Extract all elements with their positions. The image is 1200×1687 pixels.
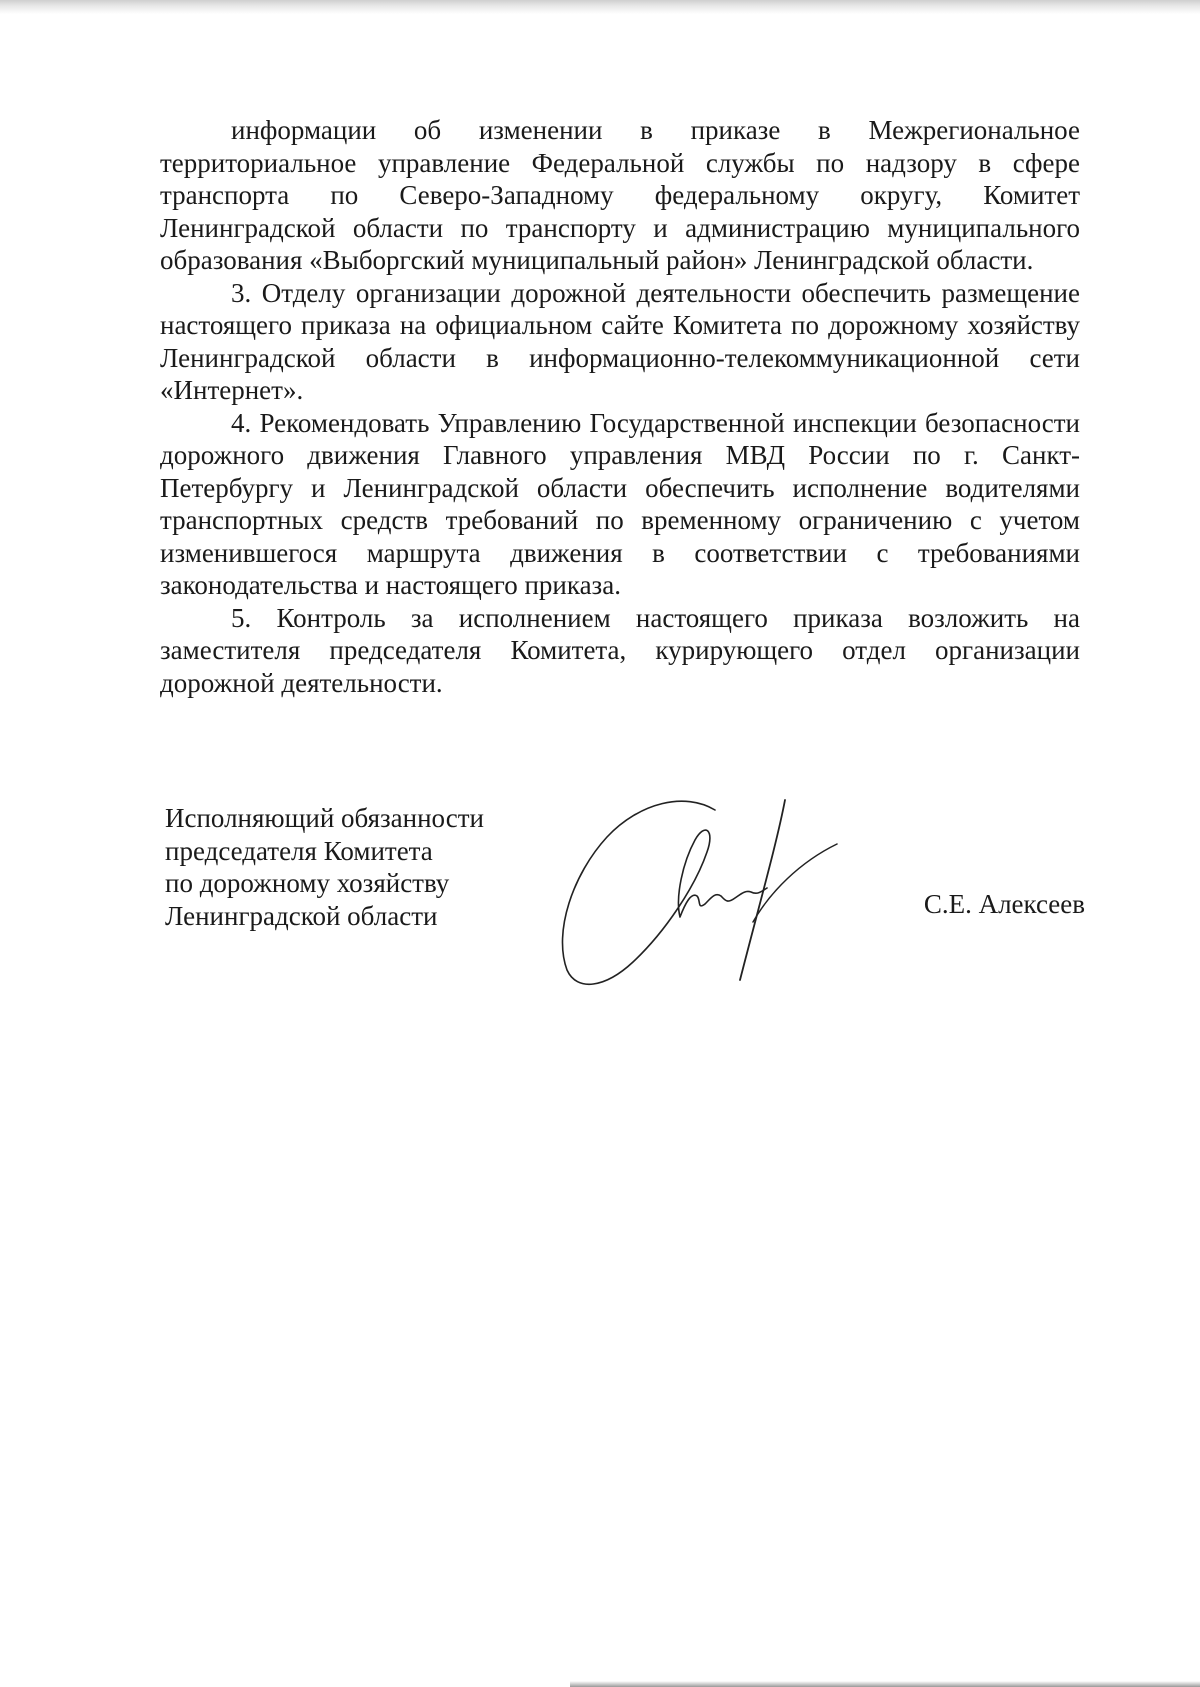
signer-position-line: по дорожному хозяйству — [165, 868, 450, 898]
signer-name: С.Е. Алексеев — [923, 889, 1085, 919]
paragraph-item-3: 3. Отделу организации дорожной деятельности обеспечить размещение настоящего приказа на официальном сайте Комитета по дорожному хозяйству Ленинградской области в информационно-телекоммуникационной сети «Интернет». — [160, 277, 1080, 405]
paragraph-continuation: информации об изменении в приказе в Межрегиональное территориальное управление Федеральной службы по надзору в сфере транспорта по Северо-Западному федеральному округу, Комитет Ленинградской области по транспорту и администрацию муниципального образования «Выборгский муниципальный район» Ленинградской области. — [160, 115, 1080, 275]
signer-position-line: Ленинградской области — [165, 900, 438, 931]
signer-position-line: председателя Комитета — [165, 835, 433, 866]
scan-top-edge — [0, 0, 1200, 14]
document-body — [160, 114, 1080, 699]
signer-position — [165, 802, 525, 932]
signature-block — [165, 802, 1085, 992]
paragraph-item-4: 4. Рекомендовать Управлению Государственной инспекции безопасности дорожного движения Главного управления МВД России по г. Санкт-Петербургу и Ленинградской области обеспечить исполнение водителями транспортных средств требований по временному ограничению с учетом изменившегося маршрута движения в соответствии с требованиями законодательства и настоящего приказа. — [160, 407, 1080, 600]
paragraph-item-5: 5. Контроль за исполнением настоящего приказа возложить на заместителя председателя Комитета, курирующего отдел организации дорожной деятельности. — [160, 602, 1080, 698]
scan-bottom-edge — [570, 1681, 1200, 1687]
signer-position-line: Исполняющий обязанности — [165, 803, 484, 833]
handwritten-signature — [545, 792, 865, 992]
